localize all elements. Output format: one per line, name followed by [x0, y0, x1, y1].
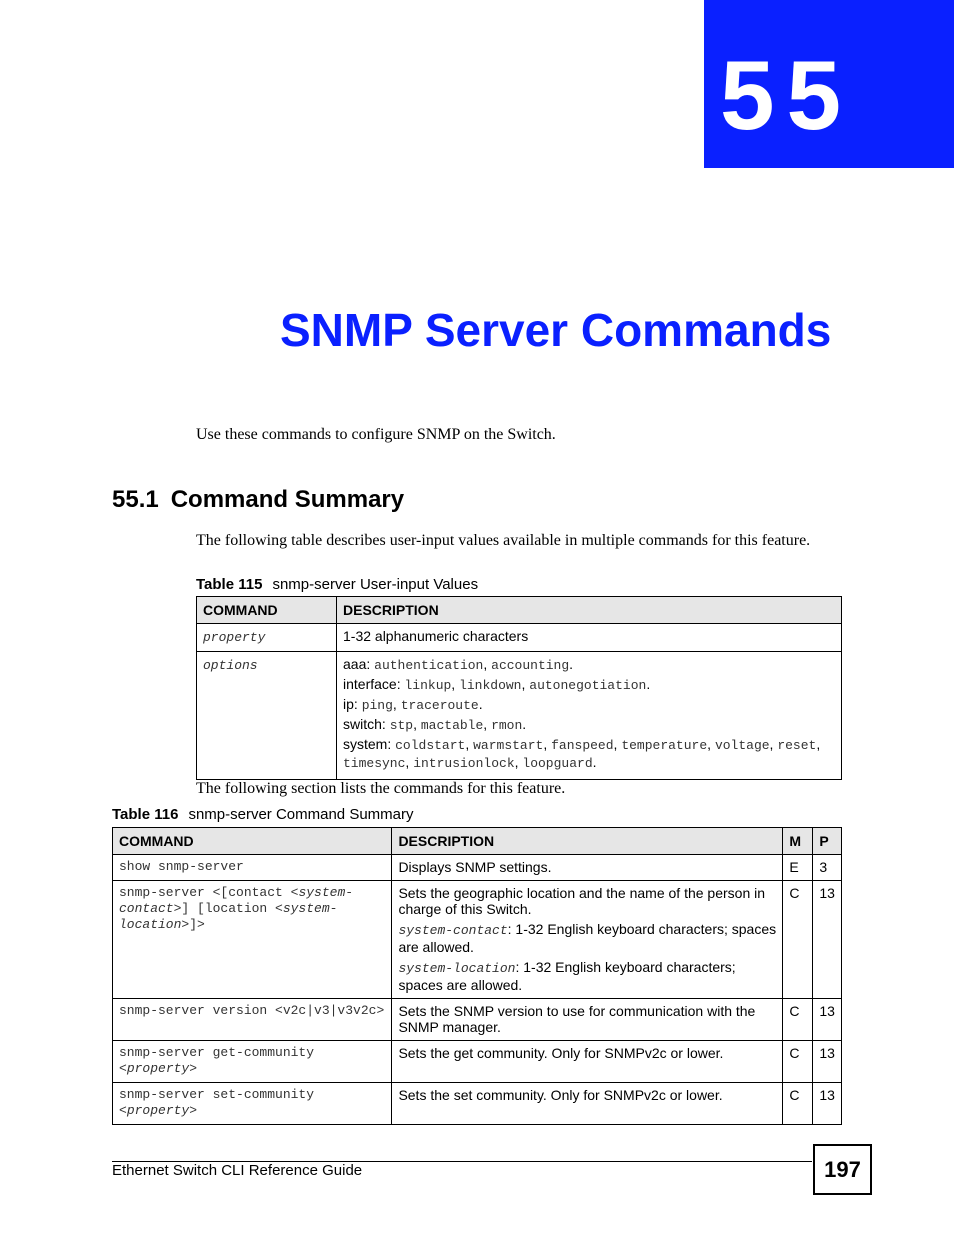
table-row — [113, 1083, 842, 1125]
cell-description — [337, 652, 842, 780]
table-115 — [196, 596, 842, 780]
option-line-ip: ip: ping, traceroute. — [343, 696, 483, 713]
table-row — [197, 652, 842, 780]
cell-p: 3 — [813, 855, 842, 881]
table-116 — [112, 827, 842, 1125]
cell-command: show snmp-server — [113, 855, 392, 881]
option-line-switch: switch: stp, mactable, rmon. — [343, 716, 527, 733]
header-m: M — [783, 828, 813, 855]
header-description: DESCRIPTION — [337, 597, 842, 624]
section-heading — [112, 486, 404, 514]
cell-m: C — [783, 881, 813, 999]
cell-m: E — [783, 855, 813, 881]
cell-p: 13 — [813, 999, 842, 1041]
table-row — [113, 881, 842, 999]
cell-p: 13 — [813, 1041, 842, 1083]
header-command: COMMAND — [197, 597, 337, 624]
intro-paragraph: Use these commands to configure SNMP on the Switch. — [196, 426, 556, 443]
table-115-label: Table 115 — [196, 576, 263, 593]
option-line-system: system: coldstart, warmstart, fanspeed, temperature, voltage, reset, timesync, intrusionlock, loopguard. — [343, 736, 821, 771]
table-116-title: snmp-server Command Summary — [188, 806, 414, 823]
cell-command: snmp-server set-community <property> — [113, 1083, 392, 1125]
table-116-label: Table 116 — [112, 806, 179, 823]
table-row — [113, 855, 842, 881]
table-header-row — [113, 828, 842, 855]
cell-p: 13 — [813, 881, 842, 999]
section-title: Command Summary — [170, 486, 405, 513]
cell-description: Sets the get community. Only for SNMPv2c or lower. — [392, 1041, 783, 1083]
cell-command: snmp-server <[contact <system-contact>] [location <system-location>]> — [113, 881, 392, 999]
cell-command: property — [197, 624, 337, 652]
cell-description: Displays SNMP settings. — [392, 855, 783, 881]
section-paragraph: The following table describes user-input values available in multiple commands for this feature. — [196, 532, 811, 549]
footer-guide-title: Ethernet Switch CLI Reference Guide — [112, 1162, 363, 1179]
cell-m: C — [783, 1041, 813, 1083]
table-row — [113, 1041, 842, 1083]
cell-m: C — [783, 1083, 813, 1125]
cell-command: options — [197, 652, 337, 780]
cell-m: C — [783, 999, 813, 1041]
header-p: P — [813, 828, 842, 855]
chapter-number: 55 — [720, 40, 854, 150]
table-row — [113, 999, 842, 1041]
section-number: 55.1 — [112, 486, 159, 513]
option-line-aaa: aaa: authentication, accounting. — [343, 656, 574, 673]
header-description: DESCRIPTION — [392, 828, 783, 855]
cell-description: Sets the set community. Only for SNMPv2c or lower. — [392, 1083, 783, 1125]
commands-intro-paragraph: The following section lists the commands for this feature. — [196, 780, 566, 797]
cell-description: Sets the SNMP version to use for communication with the SNMP manager. — [392, 999, 783, 1041]
chapter-title: SNMP Server Commands — [280, 304, 832, 356]
table-116-caption — [112, 806, 414, 823]
option-line-interface: interface: linkup, linkdown, autonegotiation. — [343, 676, 651, 693]
table-115-caption — [196, 576, 478, 593]
cell-description: Sets the geographic location and the name of the person in charge of this Switch. system-contact: 1-32 English keyboard characters; spaces are allowed. system-location: 1-32 English keyboard characters; spaces are allowed. — [392, 881, 783, 999]
header-command: COMMAND — [113, 828, 392, 855]
page-number: 197 — [813, 1144, 872, 1195]
cell-description: 1-32 alphanumeric characters — [337, 624, 842, 652]
table-115-title: snmp-server User-input Values — [272, 576, 479, 593]
table-header-row — [197, 597, 842, 624]
table-row — [197, 624, 842, 652]
cell-p: 13 — [813, 1083, 842, 1125]
cell-command: snmp-server get-community <property> — [113, 1041, 392, 1083]
cell-command: snmp-server version <v2c|v3|v3v2c> — [113, 999, 392, 1041]
